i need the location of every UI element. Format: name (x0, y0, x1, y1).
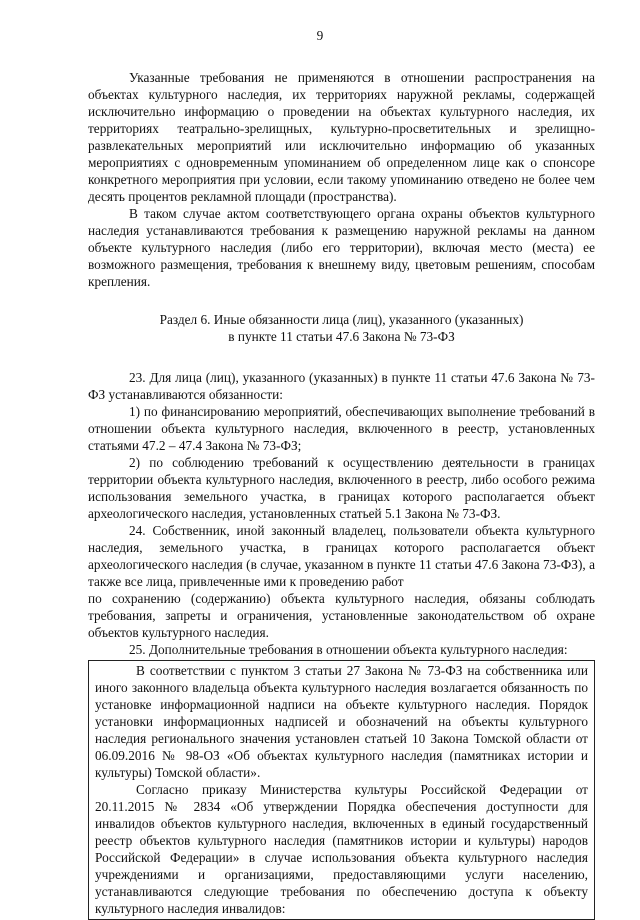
document-body (88, 69, 595, 920)
section-heading (88, 311, 595, 345)
paragraph: 23. Для лица (лиц), указанного (указанных) в пункте 11 статьи 47.6 Закона № 73-ФЗ устанавливаются обязанности: (88, 370, 595, 402)
paragraph: 1) по финансированию мероприятий, обеспечивающих выполнение требований в отношении объекта культурного наследия, включенного в реестр, установленных статьями 47.2 – 47.4 Закона № 73-ФЗ; (88, 404, 595, 453)
boxed-requirements (88, 660, 595, 920)
paragraph: по сохранению (содержанию) объекта культурного наследия, обязаны соблюдать требования, запреты и ограничения, установленные законодательством об охране объектов культурного наследия. (88, 591, 595, 640)
boxed-paragraph: В соответствии с пунктом 3 статьи 27 Закона № 73-ФЗ на собственника или иного законного владельца объекта культурного наследия возлагается обязанность по установке информационной надписи на объекте культурного наследия. Порядок установки информационных надписей и обозначений на объекты культурного наследия регионального значения установлен статьей 10 Закона Томской области от 06.09.2016 № 98-ОЗ «Об объектах культурного наследия (памятниках истории и культуры) Томской области». (95, 663, 588, 780)
paragraph: 25. Дополнительные требования в отношении объекта культурного наследия: (129, 642, 568, 657)
page-number: 9 (316, 28, 324, 43)
section-heading-line: в пункте 11 статьи 47.6 Закона № 73-ФЗ (228, 329, 455, 344)
paragraph: 2) по соблюдению требований к осуществлению деятельности в границах территории объекта культурного наследия, включенного в реестр, либо особого режима использования земельного участка, в границах которого располагается объект археологического наследия, установленных статьей 5.1 Закона № 73-ФЗ. (88, 455, 595, 521)
section-heading-line: Раздел 6. Иные обязанности лица (лиц), указанного (указанных) (159, 312, 524, 327)
paragraph: В таком случае актом соответствующего органа охраны объектов культурного наследия устанавливаются требования к размещению наружной рекламы на данном объекте культурного наследия (либо его территории), включая место (места) ее возможного размещения, требования к внешнему виду, цветовым решениям, способам крепления. (88, 206, 595, 289)
paragraph: Указанные требования не применяются в отношении распространения на объектах культурного наследия, их территориях наружной рекламы, содержащей исключительно информацию о проведении на объектах культурного наследия, их территориях театрально-зрелищных, культурно-просветительных и зрелищно-развлекательных мероприятий или исключительно информацию об указанных мероприятиях с одновременным упоминанием об определенном лице как о спонсоре конкретного мероприятия при условии, если такому упоминанию отведено не более чем десять процентов рекламной площади (пространства). (88, 70, 595, 204)
boxed-paragraph: Согласно приказу Министерства культуры Российской Федерации от 20.11.2015 № 2834 «Об утверждении Порядка обеспечения доступности для инвалидов объектов культурного наследия, включенных в единый государственный реестр объектов культурного наследия (памятников истории и культуры) народов Российской Федерации» в случае использования объекта культурного наследия учреждениями и организациями, предоставляющими услуги населению, устанавливаются следующие требования по обеспечению доступа к объекту культурного наследия инвалидов: (95, 782, 588, 916)
paragraph: 24. Собственник, иной законный владелец, пользователи объекта культурного наследия, земельного участка, в границах которого располагается объект археологического наследия (в случае, указанном в пункте 11 статьи 47.6 Закона 73-ФЗ), а также все лица, привлеченные ими к проведению работ (88, 523, 595, 589)
